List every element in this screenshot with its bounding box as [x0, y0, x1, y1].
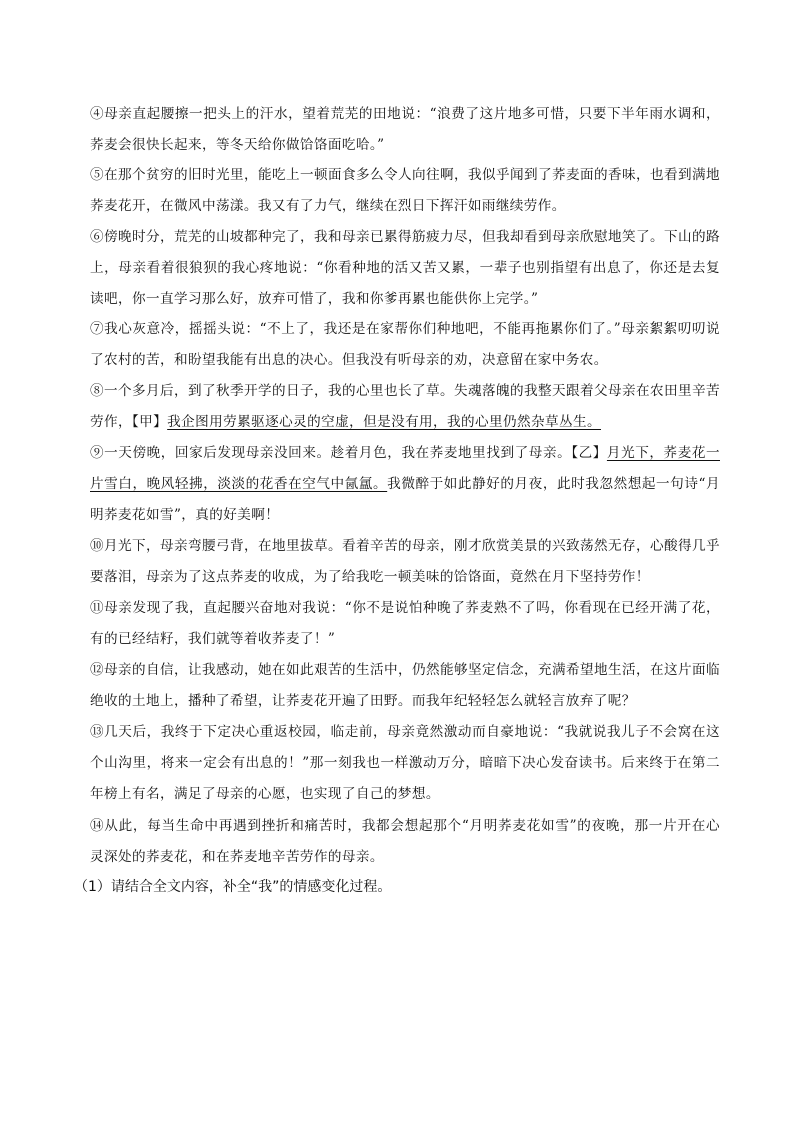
- paragraph-14: [90, 811, 720, 873]
- paragraph-8: [90, 376, 720, 438]
- paragraph-14-text: ⑭从此，每当生命中再遇到挫折和痛苦时，我都会想起那个“月明荞麦花如雪”的夜晚，那一片开在心灵深处的荞麦花，和在荞麦地辛苦劳作的母亲。: [90, 818, 720, 865]
- paragraph-9: [90, 438, 720, 531]
- paragraph-5-text: ⑤在那个贫穷的旧时光里，能吃上一顿面食多么令人向往啊，我似乎闻到了荞麦面的香味，也看到满地荞麦花开，在微风中荡漾。我又有了力气，继续在烈日下挥汗如雨继续劳作。: [90, 167, 720, 214]
- paragraph-5: [90, 160, 720, 222]
- paragraph-13-text: ⑬几天后，我终于下定决心重返校园，临走前，母亲竟然激动而自豪地说：“我就说我儿子不会窝在这个山沟里，将来一定会有出息的！”那一刻我也一样激动万分，暗暗下决心发奋读书。后来终于在第二年榜上有名，满足了母亲的心愿，也实现了自己的梦想。: [90, 724, 720, 802]
- paragraph-7-text: ⑦我心灰意冷，摇摇头说：“不上了，我还是在家帮你们种地吧，不能再拖累你们了。”母亲絮絮叨叨说了农村的苦，和盼望我能有出息的决心。但我没有听母亲的劝，决意留在家中务农。: [90, 321, 720, 368]
- paragraph-6-text: ⑥傍晚时分，荒芜的山坡都种完了，我和母亲已累得筋疲力尽，但我却看到母亲欣慰地笑了。下山的路上，母亲看着很狼狈的我心疼地说：“你看种地的活又苦又累，一辈子也别指望有出息了，你还是去复读吧，你一直学习那么好，放弃可惜了，我和你爹再累也能供你上完学。”: [90, 229, 720, 307]
- paragraph-4: [90, 99, 720, 161]
- paragraph-10-text: ⑩月光下，母亲弯腰弓背，在地里拔草。看着辛苦的母亲，刚才欣赏美景的兴致荡然无存，心酸得几乎要落泪，母亲为了这点荞麦的收成，为了给我吃一顿美味的饸饹面，竟然在月下坚持劳作！: [90, 538, 720, 585]
- paragraph-4-text: ④母亲直起腰擦一把头上的汗水，望着荒芜的田地说：“浪费了这片地多可惜，只要下半年雨水调和，荞麦会很快长起来，等冬天给你做饸饹面吃哈。”: [90, 106, 720, 153]
- paragraph-8-text: ⑧一个多月后，到了秋季开学的日子，我的心里也长了草。失魂落魄的我整天跟着父母亲在农田里辛苦劳作，【甲】: [90, 383, 720, 430]
- paragraph-12-text: ⑫母亲的自信，让我感动，她在如此艰苦的生活中，仍然能够坚定信念，充满希望地生活，在这片面临绝收的土地上，播种了希望，让荞麦花开遍了田野。而我年纪轻轻怎么就轻言放弃了呢？: [90, 662, 720, 709]
- underlined-sentence-jia: 我企图用劳累驱逐心灵的空虚，但是没有用，我的心里仍然杂草丛生。: [167, 414, 601, 430]
- paragraph-11: [90, 593, 720, 655]
- question-1: （1）请结合全文内容，补全“我”的情感变化过程。: [74, 879, 392, 895]
- underlined-sentence-yi: 月光下，荞麦花一片雪白，晚风轻拂，淡淡的花香在空气中氤氲。: [90, 445, 720, 492]
- paragraph-7: [90, 314, 720, 376]
- paragraph-9-text-end: 我微醉于如此静好的月夜，此时我忽然想起一句诗“月明荞麦花如雪”，真的好美啊！: [90, 476, 720, 523]
- paragraph-10: [90, 531, 720, 593]
- paragraph-6: [90, 222, 720, 315]
- paragraph-11-text: ⑪母亲发现了我，直起腰兴奋地对我说：“你不是说怕种晚了荞麦熟不了吗，你看现在已经开满了花，有的已经结籽，我们就等着收荞麦了！”: [90, 600, 720, 647]
- paragraph-13: [90, 717, 720, 810]
- paragraph-9-text: ⑨一天傍晚，回家后发现母亲没回来。趁着月色，我在荞麦地里找到了母亲。【乙】: [90, 445, 607, 461]
- paragraph-12: [90, 655, 720, 717]
